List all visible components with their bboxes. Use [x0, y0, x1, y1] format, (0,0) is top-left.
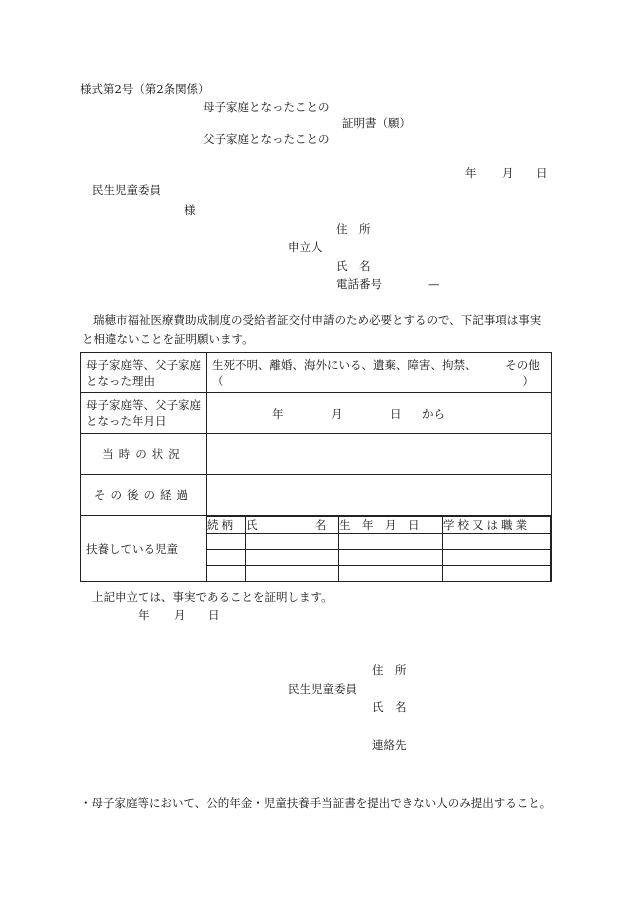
date-month-label: 月: [502, 166, 514, 180]
situation-label: 当時の状況: [81, 434, 207, 475]
children-table: [207, 516, 551, 581]
date-year-label: 年: [465, 166, 477, 180]
date-cell-from: から: [422, 407, 445, 421]
date-cell: [207, 393, 552, 434]
intro-text: 瑞穂市福祉医療費助成制度の受給者証交付申請のため必要とするので、下記事項は事実と相違ないことを証明願います。: [82, 313, 542, 346]
child-row: [207, 534, 551, 550]
header-birthdate: 生 年 月 日: [339, 517, 443, 534]
footnote: ・母子家庭等において、公的年金・児童扶養手当証書を提出できない人のみ提出すること。: [80, 796, 552, 810]
child-cell[interactable]: [246, 550, 339, 566]
certifier-name-label: 氏 名: [372, 700, 407, 714]
date-cell-year: 年: [272, 407, 284, 421]
child-cell[interactable]: [246, 534, 339, 550]
progress-field[interactable]: [207, 475, 552, 516]
child-cell[interactable]: [443, 566, 551, 582]
child-cell[interactable]: [339, 566, 443, 582]
applicant-phone-label: 電話番号: [336, 277, 382, 291]
progress-label: その後の経過: [81, 475, 207, 516]
title-line-father: 父子家庭となったことの: [203, 132, 330, 146]
child-cell[interactable]: [339, 550, 443, 566]
applicant-heading: 申立人: [288, 240, 323, 254]
child-cell[interactable]: [207, 550, 246, 566]
cert-year-label: 年: [138, 608, 150, 622]
child-cell[interactable]: [207, 534, 246, 550]
situation-field[interactable]: [207, 434, 552, 475]
certification-statement: 上記申立ては、事実であることを証明します。: [92, 590, 333, 604]
child-row: [207, 550, 551, 566]
cert-day-label: 日: [208, 608, 220, 622]
intro-paragraph: [82, 311, 552, 349]
applicant-name-label: 氏 名: [336, 259, 371, 273]
reason-label: 母子家庭等、父子家庭となった理由: [81, 353, 207, 393]
certifier-contact-label: 連絡先: [372, 738, 407, 752]
child-cell[interactable]: [207, 566, 246, 582]
form-number: 様式第2号（第2条関係）: [80, 82, 210, 96]
header-school-job: 学校又は職業: [443, 517, 551, 534]
certifier-address-label: 住 所: [372, 663, 407, 677]
header-relationship: 続柄: [207, 517, 246, 534]
certifier-role: 民生児童委員: [288, 682, 357, 696]
reason-options: 生死不明、離婚、海外にいる、遺棄、障害、拘禁、 その他（ ）: [207, 353, 552, 393]
child-cell[interactable]: [246, 566, 339, 582]
date-label: 母子家庭等、父子家庭となった年月日: [81, 393, 207, 434]
child-cell[interactable]: [443, 534, 551, 550]
header-name: 氏 名: [246, 517, 339, 534]
applicant-address-label: 住 所: [336, 222, 371, 236]
child-cell[interactable]: [339, 534, 443, 550]
child-row: [207, 566, 551, 582]
cert-month-label: 月: [174, 608, 186, 622]
child-cell[interactable]: [443, 550, 551, 566]
date-day-label: 日: [536, 166, 548, 180]
addressee-role: 民生児童委員: [92, 183, 161, 197]
date-cell-day: 日: [390, 407, 402, 421]
details-table: [80, 352, 552, 582]
date-cell-month: 月: [331, 407, 343, 421]
applicant-phone-dash: —: [428, 277, 440, 291]
title-line-mother: 母子家庭となったことの: [203, 100, 330, 114]
addressee-honorific: 様: [184, 203, 196, 217]
children-label: 扶養している児童: [81, 516, 207, 582]
title-certificate: 証明書（願）: [342, 116, 411, 130]
